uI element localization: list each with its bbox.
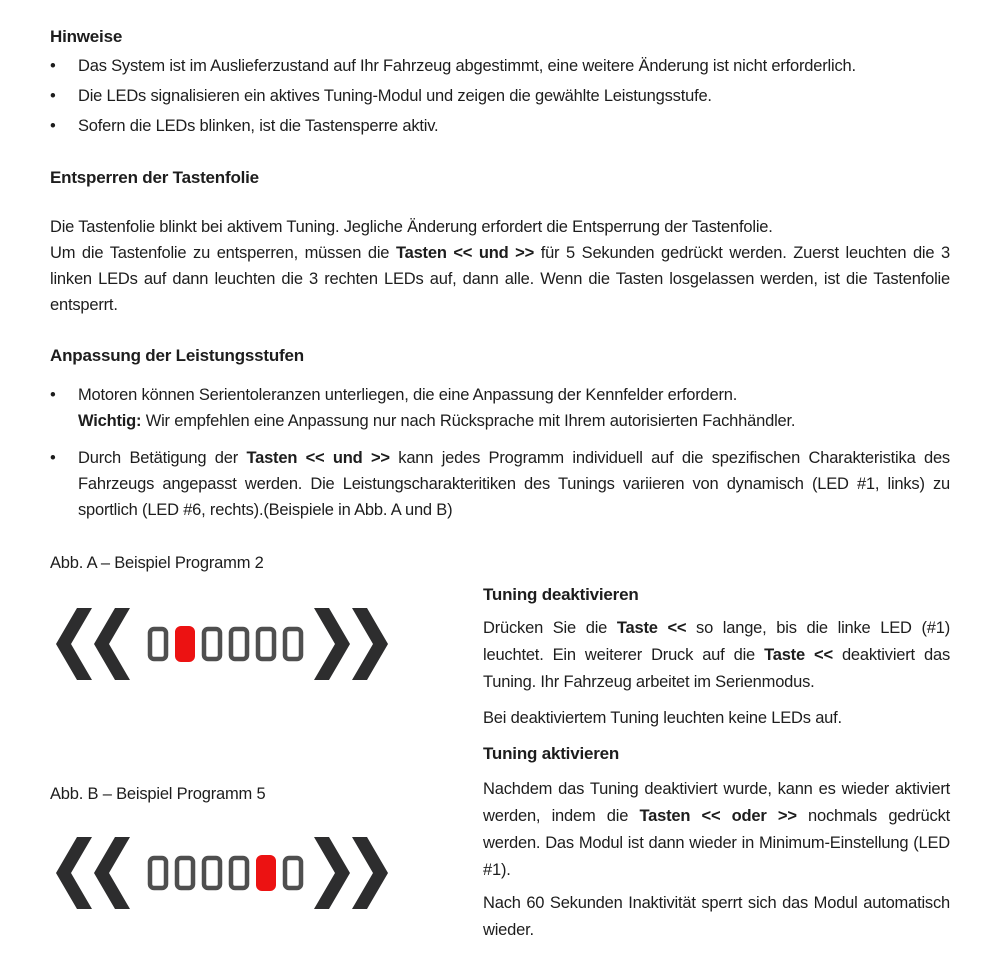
instructions-column <box>483 541 950 944</box>
led-row <box>150 627 301 661</box>
section-anpassung <box>50 345 950 523</box>
text-run: Um die Tastenfolie zu entsperren, müssen die <box>50 244 396 262</box>
bullet-text: Sofern die LEDs blinken, ist die Tastensperre aktiv. <box>78 117 439 135</box>
text-run: Durch Betätigung der <box>78 449 247 467</box>
bullet-marker: • <box>50 449 56 467</box>
bold-run-button: Taste << <box>616 619 687 637</box>
text-run: Drücken Sie die <box>483 619 617 637</box>
text-run: so lange, bis die linke LED (#1) leuchtet. Ein weiterer Druck auf die <box>483 619 951 664</box>
led-module-graphic-b <box>56 835 388 911</box>
left-double-chevron-icon <box>56 837 130 909</box>
led-indicator <box>258 629 274 659</box>
figures-column <box>50 541 483 944</box>
led-indicator <box>285 858 301 888</box>
led-indicator-active <box>257 856 275 890</box>
led-row <box>150 856 301 890</box>
list-item <box>50 382 950 434</box>
bold-run-button: Taste << <box>764 646 833 664</box>
lock-timeout-paragraph: Nach 60 Sekunden Inaktivität sperrt sich das Modul automatisch wieder. <box>483 894 950 939</box>
led-indicator <box>231 629 247 659</box>
right-double-chevron-icon <box>314 837 388 909</box>
bullet-marker: • <box>50 386 56 404</box>
figure-b <box>50 782 483 911</box>
heading-tuning-aktivieren: Tuning aktivieren <box>483 744 620 763</box>
led-module-graphic-a <box>56 606 388 682</box>
bold-run-wichtig: Wichtig: <box>78 412 142 430</box>
deactivate-note: Bei deaktiviertem Tuning leuchten keine LEDs auf. <box>483 709 842 727</box>
left-double-chevron-icon <box>56 608 130 680</box>
text-run: Nachdem das Tuning deaktiviert wurde, kann es wieder aktiviert werden, indem die <box>483 780 950 825</box>
led-indicator <box>204 858 220 888</box>
led-indicator <box>285 629 301 659</box>
led-indicator <box>231 858 247 888</box>
text-run: kann jedes Programm individuell auf die spezifischen Charakteristika des Fahrzeugs angepasst werden. Die Leistungscharakteritiken des Tunings variieren von dynamisch (LED #1, links) zu sportlich (LED #6, rechts).(Beispiele in Abb. A und B) <box>78 449 950 519</box>
text-run: Wir empfehlen eine Anpassung nur nach Rücksprache mit Ihrem autorisierten Fachhändler. <box>141 412 796 430</box>
section-title-entsperren: Entsperren der Tastenfolie <box>50 168 259 187</box>
text-run: für 5 Sekunden gedrückt werden. Zuerst leuchten die 3 linken LEDs auf dann leuchten die 3 rechten LEDs auf, dann alle. Wenn die Tasten losgelassen werden, ist die Tastenfolie entsperrt. <box>50 244 951 314</box>
text-line: Motoren können Serientoleranzen unterliegen, die eine Anpassung der Kennfelder erfordern. <box>78 386 738 404</box>
bold-run-buttons: Tasten << und >> <box>246 449 390 467</box>
unlock-paragraph-line1: Die Tastenfolie blinkt bei aktivem Tuning. Jegliche Änderung erfordert die Entsperrung der Tastenfolie. <box>50 218 773 236</box>
text-run: deaktiviert das Tuning. Ihr Fahrzeug arbeitet im Serienmodus. <box>483 646 950 691</box>
list-item <box>50 445 950 523</box>
figure-a <box>50 551 483 682</box>
section-title-anpassung: Anpassung der Leistungsstufen <box>50 346 304 365</box>
bold-run-buttons: Tasten << und >> <box>395 244 535 262</box>
led-indicator <box>204 629 220 659</box>
led-indicator <box>150 629 166 659</box>
bullet-text: Die LEDs signalisieren ein aktives Tuning-Modul und zeigen die gewählte Leistungsstufe. <box>78 87 712 105</box>
text-run: nochmals gedrückt werden. Das Modul ist dann wieder in Minimum-Einstellung (LED #1). <box>483 807 951 879</box>
bullet-text: Das System ist im Auslieferzustand auf Ihr Fahrzeug abgestimmt, eine weitere Änderung ist nicht erforderlich. <box>78 57 856 75</box>
figure-b-label: Abb. B – Beispiel Programm 5 <box>50 785 266 803</box>
bullet-marker: • <box>50 117 56 135</box>
bullet-marker: • <box>50 57 56 75</box>
led-indicator <box>150 858 166 888</box>
deactivate-paragraph <box>483 615 950 696</box>
list-item <box>50 113 950 139</box>
led-indicator-active <box>176 627 194 661</box>
figure-a-label: Abb. A – Beispiel Programm 2 <box>50 554 264 572</box>
right-double-chevron-icon <box>314 608 388 680</box>
activate-paragraph <box>483 776 950 884</box>
heading-tuning-deaktivieren: Tuning deaktivieren <box>483 585 639 604</box>
led-indicator <box>177 858 193 888</box>
two-column-zone <box>50 541 950 944</box>
section-title-hinweise: Hinweise <box>50 27 123 46</box>
list-item <box>50 83 950 109</box>
section-hinweise <box>50 26 950 139</box>
section-entsperren <box>50 167 950 318</box>
bold-run-buttons: Tasten << oder >> <box>639 807 797 825</box>
bullet-text <box>78 445 950 523</box>
text-line <box>78 408 950 434</box>
bullet-text <box>78 382 950 434</box>
unlock-paragraph <box>50 240 950 318</box>
bullet-marker: • <box>50 87 56 105</box>
list-item <box>50 53 950 79</box>
